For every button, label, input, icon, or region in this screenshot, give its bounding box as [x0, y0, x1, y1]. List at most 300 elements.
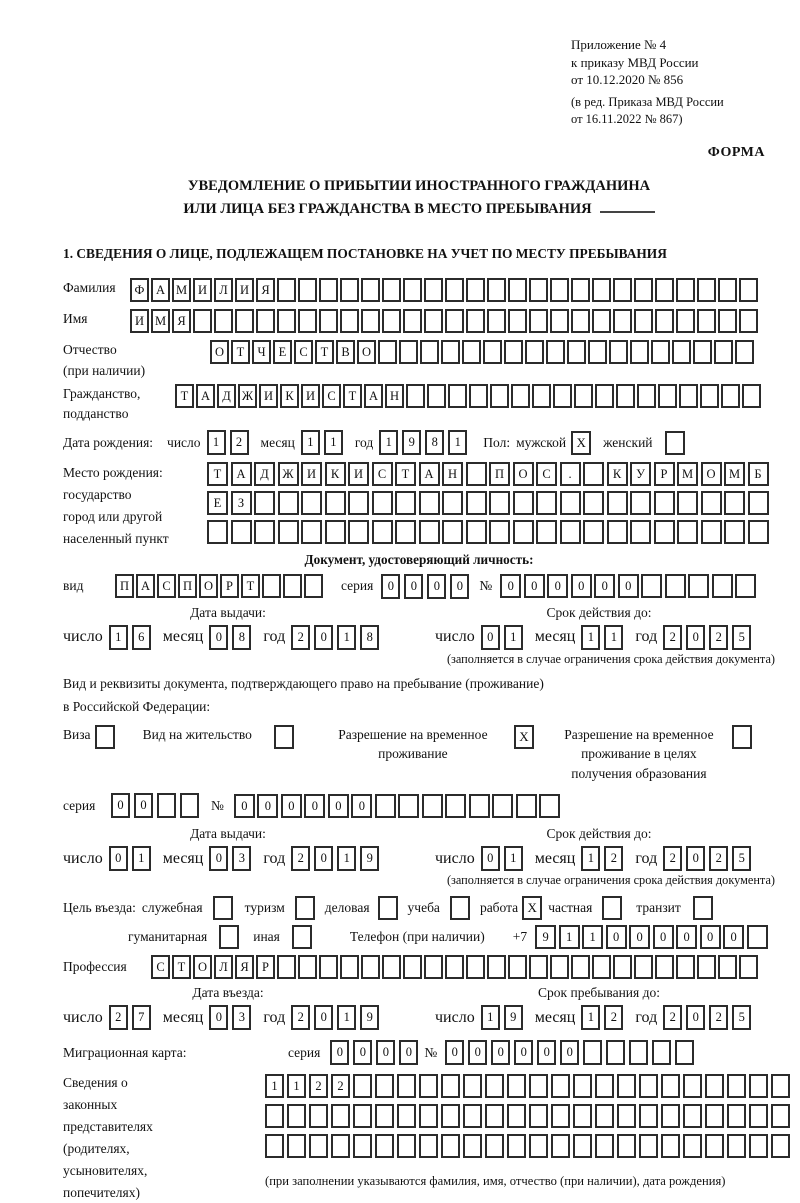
- char-cell[interactable]: [309, 1104, 328, 1128]
- purpose-private-checkbox[interactable]: [602, 896, 622, 920]
- char-cell[interactable]: А: [151, 278, 170, 302]
- char-cell[interactable]: [676, 278, 695, 302]
- char-cell[interactable]: [654, 520, 675, 544]
- char-cell[interactable]: М: [724, 462, 745, 486]
- char-cell[interactable]: [298, 278, 317, 302]
- char-cell[interactable]: 2: [663, 625, 682, 650]
- char-cell[interactable]: О: [513, 462, 534, 486]
- char-cell[interactable]: 0: [481, 625, 500, 650]
- char-cell[interactable]: 0: [606, 925, 627, 949]
- char-cell[interactable]: [325, 520, 346, 544]
- char-cell[interactable]: [419, 491, 440, 515]
- char-cell[interactable]: 7: [132, 1005, 151, 1030]
- char-cell[interactable]: 1: [559, 925, 580, 949]
- char-cell[interactable]: Б: [748, 462, 769, 486]
- char-cell[interactable]: [588, 340, 607, 364]
- char-cell[interactable]: [463, 1074, 482, 1098]
- char-cell[interactable]: 5: [732, 846, 751, 871]
- char-cell[interactable]: Ф: [130, 278, 149, 302]
- char-cell[interactable]: 1: [301, 430, 320, 455]
- temp-residence-edu-checkbox[interactable]: [732, 725, 752, 749]
- char-cell[interactable]: 9: [535, 925, 556, 949]
- char-cell[interactable]: М: [151, 309, 170, 333]
- char-cell[interactable]: 8: [425, 430, 444, 455]
- char-cell[interactable]: И: [259, 384, 278, 408]
- char-cell[interactable]: 0: [376, 1040, 395, 1065]
- char-cell[interactable]: 3: [232, 1005, 251, 1030]
- char-cell[interactable]: [551, 1104, 570, 1128]
- char-cell[interactable]: [507, 1074, 526, 1098]
- char-cell[interactable]: 0: [445, 1040, 464, 1065]
- char-cell[interactable]: [573, 1134, 592, 1158]
- char-cell[interactable]: 0: [209, 1005, 228, 1030]
- char-cell[interactable]: [771, 1074, 790, 1098]
- char-cell[interactable]: 0: [257, 794, 278, 818]
- char-cell[interactable]: [749, 1074, 768, 1098]
- char-cell[interactable]: [651, 340, 670, 364]
- char-cell[interactable]: С: [294, 340, 313, 364]
- char-cell[interactable]: [675, 1040, 694, 1065]
- char-cell[interactable]: [382, 309, 401, 333]
- char-cell[interactable]: [749, 1134, 768, 1158]
- char-cell[interactable]: 0: [618, 574, 639, 598]
- char-cell[interactable]: [254, 520, 275, 544]
- char-cell[interactable]: 1: [337, 1005, 356, 1030]
- char-cell[interactable]: [419, 1104, 438, 1128]
- char-cell[interactable]: П: [178, 574, 197, 598]
- char-cell[interactable]: [551, 1074, 570, 1098]
- char-cell[interactable]: [256, 309, 275, 333]
- char-cell[interactable]: [375, 1134, 394, 1158]
- char-cell[interactable]: 1: [287, 1074, 306, 1098]
- char-cell[interactable]: 0: [686, 625, 705, 650]
- char-cell[interactable]: [532, 384, 551, 408]
- char-cell[interactable]: [712, 574, 733, 598]
- char-cell[interactable]: [550, 955, 569, 979]
- char-cell[interactable]: [508, 955, 527, 979]
- char-cell[interactable]: А: [136, 574, 155, 598]
- char-cell[interactable]: [592, 955, 611, 979]
- char-cell[interactable]: Ч: [252, 340, 271, 364]
- char-cell[interactable]: 1: [504, 625, 523, 650]
- char-cell[interactable]: С: [157, 574, 176, 598]
- char-cell[interactable]: [485, 1074, 504, 1098]
- char-cell[interactable]: [361, 955, 380, 979]
- char-cell[interactable]: [445, 794, 466, 818]
- char-cell[interactable]: К: [325, 462, 346, 486]
- char-cell[interactable]: [607, 491, 628, 515]
- char-cell[interactable]: [539, 794, 560, 818]
- char-cell[interactable]: [448, 384, 467, 408]
- char-cell[interactable]: Т: [343, 384, 362, 408]
- purpose-humanitarian-checkbox[interactable]: [219, 925, 239, 949]
- char-cell[interactable]: Т: [172, 955, 191, 979]
- char-cell[interactable]: [445, 278, 464, 302]
- char-cell[interactable]: 0: [700, 925, 721, 949]
- char-cell[interactable]: [595, 384, 614, 408]
- char-cell[interactable]: [571, 955, 590, 979]
- char-cell[interactable]: 0: [481, 846, 500, 871]
- char-cell[interactable]: [397, 1134, 416, 1158]
- char-cell[interactable]: 0: [491, 1040, 510, 1065]
- char-cell[interactable]: [560, 491, 581, 515]
- char-cell[interactable]: [742, 384, 761, 408]
- char-cell[interactable]: [661, 1104, 680, 1128]
- char-cell[interactable]: О: [701, 462, 722, 486]
- char-cell[interactable]: Т: [315, 340, 334, 364]
- char-cell[interactable]: [661, 1074, 680, 1098]
- char-cell[interactable]: Т: [231, 340, 250, 364]
- char-cell[interactable]: [193, 309, 212, 333]
- char-cell[interactable]: 9: [402, 430, 421, 455]
- char-cell[interactable]: 0: [537, 1040, 556, 1065]
- char-cell[interactable]: [466, 520, 487, 544]
- purpose-business-checkbox[interactable]: [378, 896, 398, 920]
- char-cell[interactable]: [634, 309, 653, 333]
- char-cell[interactable]: [372, 491, 393, 515]
- char-cell[interactable]: [748, 520, 769, 544]
- char-cell[interactable]: [487, 278, 506, 302]
- char-cell[interactable]: М: [172, 278, 191, 302]
- char-cell[interactable]: [403, 309, 422, 333]
- char-cell[interactable]: Л: [214, 278, 233, 302]
- char-cell[interactable]: [516, 794, 537, 818]
- char-cell[interactable]: 0: [500, 574, 521, 598]
- char-cell[interactable]: [571, 309, 590, 333]
- char-cell[interactable]: [353, 1104, 372, 1128]
- char-cell[interactable]: [319, 278, 338, 302]
- char-cell[interactable]: 2: [604, 1005, 623, 1030]
- char-cell[interactable]: 0: [571, 574, 592, 598]
- char-cell[interactable]: [573, 1104, 592, 1128]
- char-cell[interactable]: [419, 1074, 438, 1098]
- char-cell[interactable]: [466, 309, 485, 333]
- char-cell[interactable]: [739, 278, 758, 302]
- char-cell[interactable]: 0: [351, 794, 372, 818]
- char-cell[interactable]: 1: [324, 430, 343, 455]
- char-cell[interactable]: [375, 1074, 394, 1098]
- char-cell[interactable]: [445, 955, 464, 979]
- char-cell[interactable]: 1: [581, 1005, 600, 1030]
- char-cell[interactable]: [701, 491, 722, 515]
- char-cell[interactable]: Н: [442, 462, 463, 486]
- char-cell[interactable]: [397, 1074, 416, 1098]
- char-cell[interactable]: Ж: [278, 462, 299, 486]
- char-cell[interactable]: [463, 1104, 482, 1128]
- char-cell[interactable]: 1: [582, 925, 603, 949]
- char-cell[interactable]: [727, 1134, 746, 1158]
- char-cell[interactable]: [705, 1104, 724, 1128]
- char-cell[interactable]: 2: [309, 1074, 328, 1098]
- char-cell[interactable]: 2: [709, 846, 728, 871]
- char-cell[interactable]: [319, 309, 338, 333]
- char-cell[interactable]: [748, 491, 769, 515]
- char-cell[interactable]: [397, 1104, 416, 1128]
- char-cell[interactable]: 0: [353, 1040, 372, 1065]
- char-cell[interactable]: [573, 1074, 592, 1098]
- char-cell[interactable]: [304, 574, 323, 598]
- char-cell[interactable]: [466, 462, 487, 486]
- char-cell[interactable]: [348, 491, 369, 515]
- char-cell[interactable]: [340, 278, 359, 302]
- char-cell[interactable]: [353, 1134, 372, 1158]
- char-cell[interactable]: [735, 574, 756, 598]
- char-cell[interactable]: [567, 340, 586, 364]
- char-cell[interactable]: [399, 340, 418, 364]
- char-cell[interactable]: Л: [214, 955, 233, 979]
- char-cell[interactable]: 0: [109, 846, 128, 871]
- char-cell[interactable]: А: [231, 462, 252, 486]
- char-cell[interactable]: 1: [379, 430, 398, 455]
- char-cell[interactable]: 1: [207, 430, 226, 455]
- char-cell[interactable]: Ж: [238, 384, 257, 408]
- char-cell[interactable]: [278, 520, 299, 544]
- char-cell[interactable]: [485, 1134, 504, 1158]
- char-cell[interactable]: [525, 340, 544, 364]
- char-cell[interactable]: [504, 340, 523, 364]
- char-cell[interactable]: 0: [524, 574, 545, 598]
- char-cell[interactable]: [466, 491, 487, 515]
- char-cell[interactable]: [395, 491, 416, 515]
- char-cell[interactable]: Я: [256, 278, 275, 302]
- char-cell[interactable]: [677, 520, 698, 544]
- char-cell[interactable]: 2: [709, 625, 728, 650]
- char-cell[interactable]: 0: [686, 846, 705, 871]
- char-cell[interactable]: [309, 1134, 328, 1158]
- char-cell[interactable]: 0: [314, 625, 333, 650]
- char-cell[interactable]: [592, 278, 611, 302]
- char-cell[interactable]: [287, 1134, 306, 1158]
- char-cell[interactable]: В: [336, 340, 355, 364]
- char-cell[interactable]: [277, 278, 296, 302]
- char-cell[interactable]: [617, 1104, 636, 1128]
- char-cell[interactable]: [639, 1104, 658, 1128]
- char-cell[interactable]: 2: [663, 846, 682, 871]
- char-cell[interactable]: [613, 309, 632, 333]
- char-cell[interactable]: Я: [172, 309, 191, 333]
- char-cell[interactable]: [375, 794, 396, 818]
- char-cell[interactable]: [301, 491, 322, 515]
- char-cell[interactable]: С: [536, 462, 557, 486]
- char-cell[interactable]: [747, 925, 768, 949]
- char-cell[interactable]: [382, 955, 401, 979]
- char-cell[interactable]: [724, 491, 745, 515]
- char-cell[interactable]: [511, 384, 530, 408]
- char-cell[interactable]: [718, 309, 737, 333]
- char-cell[interactable]: [424, 309, 443, 333]
- char-cell[interactable]: 0: [381, 574, 400, 599]
- char-cell[interactable]: Н: [385, 384, 404, 408]
- char-cell[interactable]: [348, 520, 369, 544]
- char-cell[interactable]: [606, 1040, 625, 1065]
- char-cell[interactable]: [655, 955, 674, 979]
- char-cell[interactable]: [372, 520, 393, 544]
- char-cell[interactable]: [466, 955, 485, 979]
- char-cell[interactable]: Т: [395, 462, 416, 486]
- char-cell[interactable]: 1: [109, 625, 128, 650]
- char-cell[interactable]: 0: [314, 1005, 333, 1030]
- sex-female-checkbox[interactable]: [665, 431, 685, 455]
- char-cell[interactable]: [718, 278, 737, 302]
- char-cell[interactable]: [422, 794, 443, 818]
- char-cell[interactable]: [652, 1040, 671, 1065]
- char-cell[interactable]: [441, 1134, 460, 1158]
- char-cell[interactable]: [157, 793, 176, 818]
- char-cell[interactable]: И: [130, 309, 149, 333]
- char-cell[interactable]: [676, 309, 695, 333]
- char-cell[interactable]: [679, 384, 698, 408]
- char-cell[interactable]: [595, 1074, 614, 1098]
- char-cell[interactable]: [361, 309, 380, 333]
- char-cell[interactable]: [529, 1074, 548, 1098]
- char-cell[interactable]: [705, 1074, 724, 1098]
- char-cell[interactable]: [361, 278, 380, 302]
- char-cell[interactable]: Р: [220, 574, 239, 598]
- char-cell[interactable]: 0: [629, 925, 650, 949]
- char-cell[interactable]: 1: [448, 430, 467, 455]
- char-cell[interactable]: 0: [723, 925, 744, 949]
- char-cell[interactable]: 0: [514, 1040, 533, 1065]
- char-cell[interactable]: П: [489, 462, 510, 486]
- char-cell[interactable]: Т: [241, 574, 260, 598]
- char-cell[interactable]: [235, 309, 254, 333]
- char-cell[interactable]: 0: [234, 794, 255, 818]
- char-cell[interactable]: [262, 574, 281, 598]
- char-cell[interactable]: [492, 794, 513, 818]
- char-cell[interactable]: 8: [232, 625, 251, 650]
- char-cell[interactable]: 2: [291, 846, 310, 871]
- char-cell[interactable]: [508, 278, 527, 302]
- char-cell[interactable]: 2: [230, 430, 249, 455]
- char-cell[interactable]: Т: [175, 384, 194, 408]
- char-cell[interactable]: [718, 955, 737, 979]
- char-cell[interactable]: [180, 793, 199, 818]
- char-cell[interactable]: [298, 309, 317, 333]
- char-cell[interactable]: 0: [427, 574, 446, 599]
- sex-male-checkbox[interactable]: X: [571, 431, 591, 455]
- char-cell[interactable]: [487, 955, 506, 979]
- char-cell[interactable]: [487, 309, 506, 333]
- char-cell[interactable]: 5: [732, 625, 751, 650]
- char-cell[interactable]: [424, 955, 443, 979]
- char-cell[interactable]: [427, 384, 446, 408]
- char-cell[interactable]: [529, 309, 548, 333]
- char-cell[interactable]: [634, 278, 653, 302]
- char-cell[interactable]: [683, 1104, 702, 1128]
- char-cell[interactable]: 0: [676, 925, 697, 949]
- char-cell[interactable]: Е: [273, 340, 292, 364]
- char-cell[interactable]: О: [199, 574, 218, 598]
- char-cell[interactable]: [688, 574, 709, 598]
- char-cell[interactable]: Т: [207, 462, 228, 486]
- char-cell[interactable]: [637, 384, 656, 408]
- char-cell[interactable]: [550, 309, 569, 333]
- char-cell[interactable]: 0: [594, 574, 615, 598]
- char-cell[interactable]: [331, 1134, 350, 1158]
- char-cell[interactable]: [529, 1104, 548, 1128]
- char-cell[interactable]: М: [677, 462, 698, 486]
- char-cell[interactable]: [513, 491, 534, 515]
- char-cell[interactable]: [735, 340, 754, 364]
- char-cell[interactable]: [583, 491, 604, 515]
- char-cell[interactable]: [553, 384, 572, 408]
- char-cell[interactable]: [278, 491, 299, 515]
- char-cell[interactable]: 0: [314, 846, 333, 871]
- char-cell[interactable]: [489, 520, 510, 544]
- char-cell[interactable]: [265, 1104, 284, 1128]
- char-cell[interactable]: З: [231, 491, 252, 515]
- char-cell[interactable]: 9: [504, 1005, 523, 1030]
- char-cell[interactable]: [445, 309, 464, 333]
- char-cell[interactable]: [490, 384, 509, 408]
- char-cell[interactable]: О: [357, 340, 376, 364]
- char-cell[interactable]: [546, 340, 565, 364]
- char-cell[interactable]: 0: [686, 1005, 705, 1030]
- char-cell[interactable]: [395, 520, 416, 544]
- char-cell[interactable]: И: [193, 278, 212, 302]
- char-cell[interactable]: [378, 340, 397, 364]
- char-cell[interactable]: 0: [134, 793, 153, 818]
- char-cell[interactable]: [571, 278, 590, 302]
- char-cell[interactable]: С: [151, 955, 170, 979]
- char-cell[interactable]: [466, 278, 485, 302]
- char-cell[interactable]: 1: [265, 1074, 284, 1098]
- char-cell[interactable]: [613, 278, 632, 302]
- char-cell[interactable]: А: [364, 384, 383, 408]
- char-cell[interactable]: 1: [337, 846, 356, 871]
- char-cell[interactable]: [617, 1074, 636, 1098]
- char-cell[interactable]: [583, 520, 604, 544]
- char-cell[interactable]: 0: [399, 1040, 418, 1065]
- char-cell[interactable]: [693, 340, 712, 364]
- char-cell[interactable]: [214, 309, 233, 333]
- char-cell[interactable]: [771, 1104, 790, 1128]
- visa-checkbox[interactable]: [95, 725, 115, 749]
- char-cell[interactable]: [489, 491, 510, 515]
- char-cell[interactable]: [641, 574, 662, 598]
- char-cell[interactable]: [529, 278, 548, 302]
- char-cell[interactable]: [254, 491, 275, 515]
- char-cell[interactable]: [683, 1074, 702, 1098]
- char-cell[interactable]: К: [607, 462, 628, 486]
- purpose-other-checkbox[interactable]: [292, 925, 312, 949]
- char-cell[interactable]: 2: [291, 1005, 310, 1030]
- char-cell[interactable]: 0: [328, 794, 349, 818]
- char-cell[interactable]: [469, 384, 488, 408]
- char-cell[interactable]: [676, 955, 695, 979]
- char-cell[interactable]: О: [193, 955, 212, 979]
- temp-residence-checkbox[interactable]: X: [514, 725, 534, 749]
- char-cell[interactable]: 0: [330, 1040, 349, 1065]
- char-cell[interactable]: 0: [404, 574, 423, 599]
- char-cell[interactable]: [617, 1134, 636, 1158]
- char-cell[interactable]: 0: [468, 1040, 487, 1065]
- char-cell[interactable]: 0: [281, 794, 302, 818]
- char-cell[interactable]: [639, 1134, 658, 1158]
- char-cell[interactable]: [595, 1104, 614, 1128]
- char-cell[interactable]: [419, 1134, 438, 1158]
- char-cell[interactable]: Е: [207, 491, 228, 515]
- char-cell[interactable]: 0: [547, 574, 568, 598]
- char-cell[interactable]: 1: [581, 846, 600, 871]
- residence-permit-checkbox[interactable]: [274, 725, 294, 749]
- char-cell[interactable]: [583, 1040, 602, 1065]
- char-cell[interactable]: И: [235, 278, 254, 302]
- purpose-transit-checkbox[interactable]: [693, 896, 713, 920]
- char-cell[interactable]: [529, 955, 548, 979]
- char-cell[interactable]: А: [196, 384, 215, 408]
- char-cell[interactable]: К: [280, 384, 299, 408]
